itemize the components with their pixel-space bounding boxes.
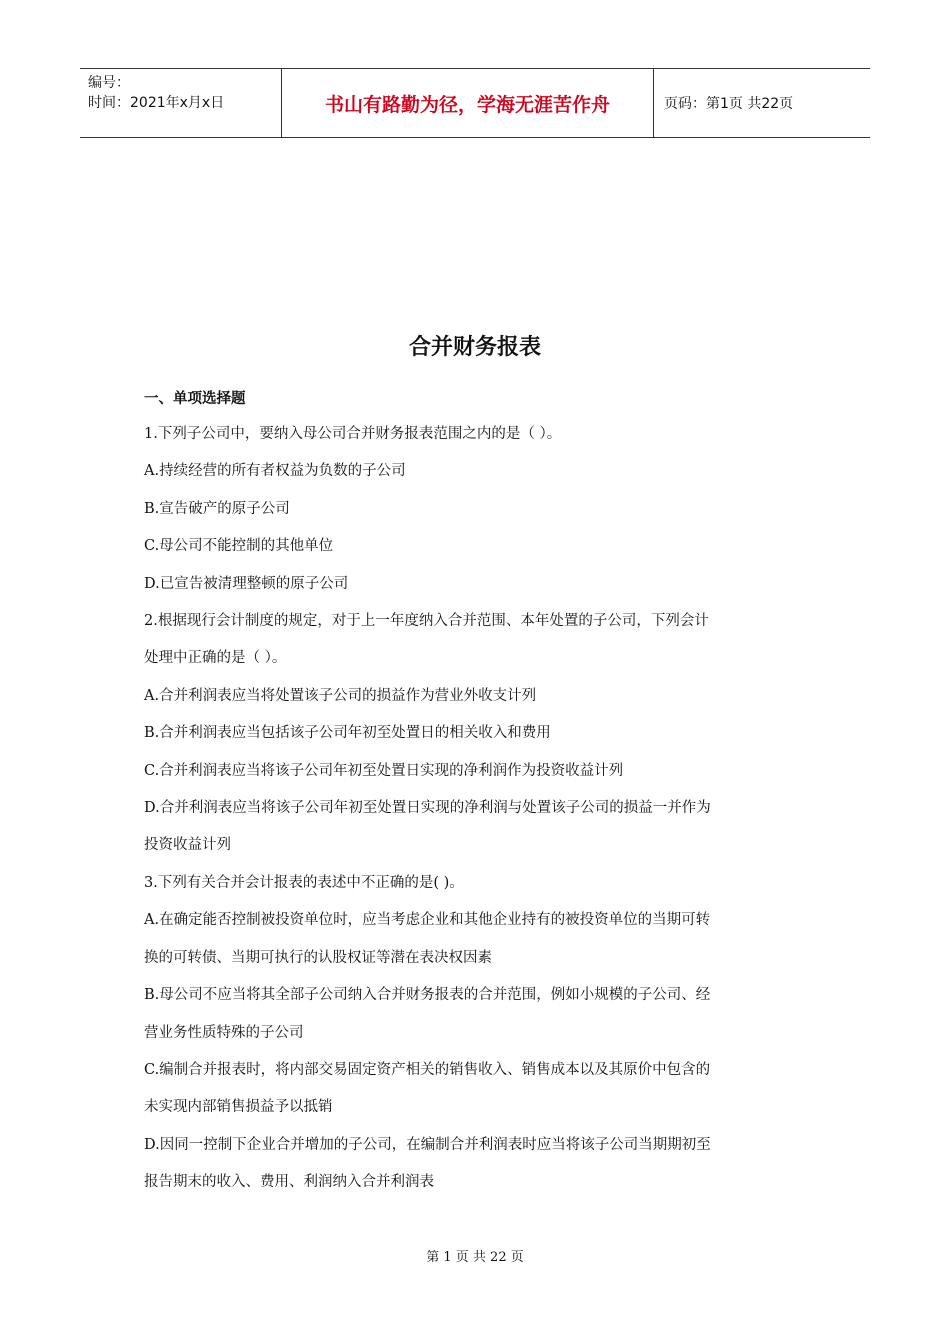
text-line: C.母公司不能控制的其他单位 xyxy=(144,538,334,555)
header-motto: 书山有路勤为径，学海无涯苦作舟 xyxy=(281,69,654,137)
text-line: 营业务性质特殊的子公司 xyxy=(144,1024,304,1041)
page-footer: 第 1 页 共 22 页 xyxy=(426,1250,524,1265)
text-line: C.编制合并报表时，将内部交易固定资产相关的销售收入、销售成本以及其原价中包含的 xyxy=(144,1061,711,1078)
text-line: 2.根据现行会计制度的规定，对于上一年度纳入合并范围、本年处置的子公司，下列会计 xyxy=(144,613,709,630)
text-line: D.因同一控制下企业合并增加的子公司，在编制合并利润表时应当将该子公司当期期初至 xyxy=(144,1136,711,1153)
question-list xyxy=(144,416,804,1202)
document-title: 合并财务报表 xyxy=(408,335,541,360)
text-line: 1.下列子公司中，要纳入母公司合并财务报表范围之内的是（ ）。 xyxy=(144,426,562,442)
text-line: C.合并利润表应当将该子公司年初至处置日实现的净利润作为投资收益计列 xyxy=(144,762,624,779)
text-line: 换的可转债、当期可执行的认股权证等潜在表决权因素 xyxy=(144,949,492,966)
text-line: 3.下列有关合并会计报表的表述中不正确的是( )。 xyxy=(144,874,464,891)
text-line: D.合并利润表应当将该子公司年初至处置日实现的净利润与处置该子公司的损益一并作为 xyxy=(144,800,711,817)
text-line: A.在确定能否控制被投资单位时，应当考虑企业和其他企业持有的被投资单位的当期可转 xyxy=(144,912,711,929)
document-body xyxy=(144,386,804,1202)
text-line: A.合并利润表应当将处置该子公司的损益作为营业外收支计列 xyxy=(144,687,537,704)
page-header xyxy=(80,68,870,138)
header-page-label: 页码：第1页 共22页 xyxy=(664,96,794,112)
text-line: D.已宣告被清理整顿的原子公司 xyxy=(144,575,349,592)
text-line: B.宣告破产的原子公司 xyxy=(144,500,290,517)
header-info xyxy=(80,69,281,137)
text-line: 未实现内部销售损益予以抵销 xyxy=(144,1099,333,1116)
text-line: 投资收益计列 xyxy=(144,837,231,854)
date-label: 时间：2021年x月x日 xyxy=(88,95,225,111)
section-title: 一、单项选择题 xyxy=(144,391,246,407)
number-label: 编号： xyxy=(88,75,130,91)
text-line: A.持续经营的所有者权益为负数的子公司 xyxy=(144,463,406,480)
text-line: B.合并利润表应当包括该子公司年初至处置日的相关收入和费用 xyxy=(144,725,551,742)
text-line: B.母公司不应当将其全部子公司纳入合并财务报表的合并范围，例如小规模的子公司、经 xyxy=(144,987,711,1004)
text-line: 报告期末的收入、费用、利润纳入合并利润表 xyxy=(144,1174,434,1191)
text-line: 处理中正确的是（ ）。 xyxy=(144,650,287,667)
